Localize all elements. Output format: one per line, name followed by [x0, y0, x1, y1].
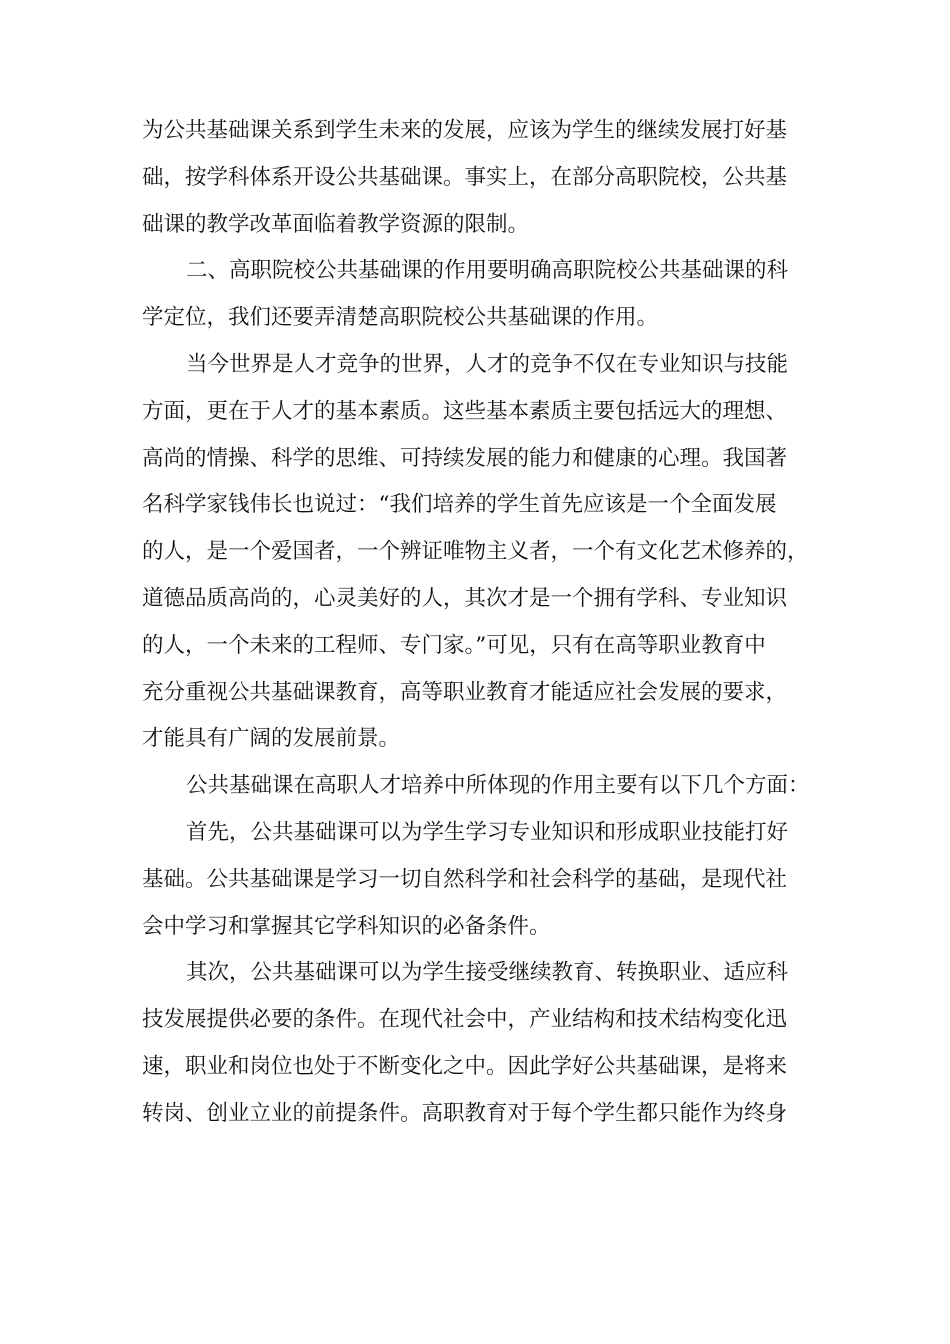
- text-line: 当今世界是人才竞争的世界，人才的竞争不仅在专业知识与技能: [186, 351, 789, 377]
- text-line: 道德品质高尚的，心灵美好的人，其次才是一个拥有学科、专业知识: [142, 585, 788, 611]
- text-line: 础，按学科体系开设公共基础课。事实上，在部分高职院校，公共基: [142, 164, 788, 190]
- text-line: 础课的教学改革面临着教学资源的限制。: [142, 211, 530, 237]
- text-line: 才能具有广阔的发展前景。: [142, 726, 401, 752]
- text-line: 速，职业和岗位也处于不断变化之中。因此学好公共基础课，是将来: [142, 1053, 788, 1079]
- text-line: 公共基础课在高职人才培养中所体现的作用主要有以下几个方面：: [186, 773, 810, 799]
- text-line: 为公共基础课关系到学生未来的发展，应该为学生的继续发展打好基: [142, 118, 788, 143]
- text-line: 的人，是一个爱国者，一个辨证唯物主义者，一个有文化艺术修养的，: [142, 539, 809, 565]
- text-line: 转岗、创业立业的前提条件。高职教育对于每个学生都只能作为终身: [142, 1100, 788, 1126]
- text-line: 学定位，我们还要弄清楚高职院校公共基础课的作用。: [142, 305, 659, 331]
- text-line: 技发展提供必要的条件。在现代社会中，产业结构和技术结构变化迅: [142, 1007, 788, 1033]
- body-text: [142, 108, 832, 1138]
- text-line: 高尚的情操、科学的思维、可持续发展的能力和健康的心理。我国著: [142, 445, 788, 471]
- text-line: 首先，公共基础课可以为学生学习专业知识和形成职业技能打好: [186, 819, 789, 845]
- text-line: 其次，公共基础课可以为学生接受继续教育、转换职业、适应科: [186, 960, 789, 986]
- text-line: 的人，一个未来的工程师、专门家。”可见，只有在高等职业教育中: [142, 632, 766, 658]
- text-line: 会中学习和掌握其它学科知识的必备条件。: [142, 913, 551, 939]
- text-line: 二、高职院校公共基础课的作用要明确高职院校公共基础课的科: [186, 258, 789, 284]
- text-line: 名科学家钱伟长也说过：“我们培养的学生首先应该是一个全面发展: [142, 492, 777, 518]
- text-line: 充分重视公共基础课教育，高等职业教育才能适应社会发展的要求，: [142, 679, 788, 705]
- text-line: 方面，更在于人才的基本素质。这些基本素质主要包括远大的理想、: [142, 398, 788, 424]
- text-line: 基础。公共基础课是学习一切自然科学和社会科学的基础，是现代社: [142, 866, 788, 892]
